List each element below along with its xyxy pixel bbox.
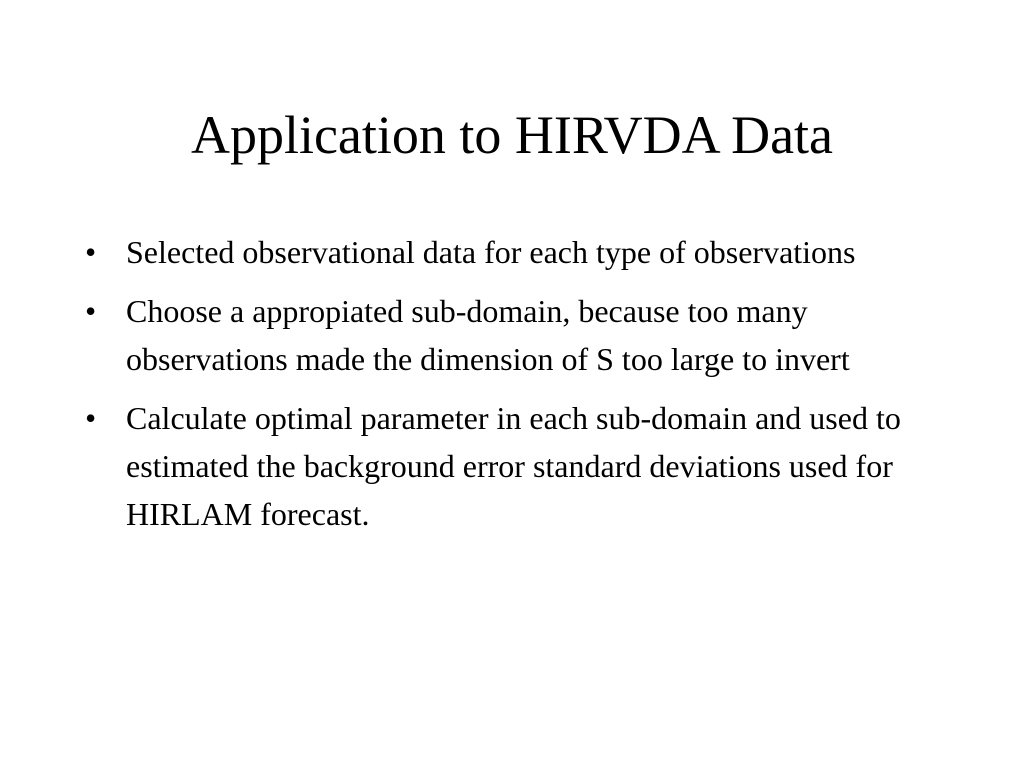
bullet-text: Selected observational data for each type of observations (126, 234, 856, 270)
bullet-text: Choose a appropiated sub-domain, because too many observations made the dimension of S too large to invert (126, 293, 850, 377)
bullet-item (80, 287, 940, 383)
bullet-dot-icon: • (85, 400, 97, 436)
bullet-text: Calculate optimal parameter in each sub-domain and used to estimated the background error standard deviations used for HIRLAM forecast. (126, 400, 901, 532)
slide-title: Application to HIRVDA Data (190, 105, 834, 165)
bullet-dot-icon: • (85, 293, 97, 329)
bullet-list (80, 228, 940, 549)
bullet-item (80, 228, 940, 276)
bullet-dot-icon: • (85, 234, 97, 270)
bullet-item (80, 394, 940, 538)
